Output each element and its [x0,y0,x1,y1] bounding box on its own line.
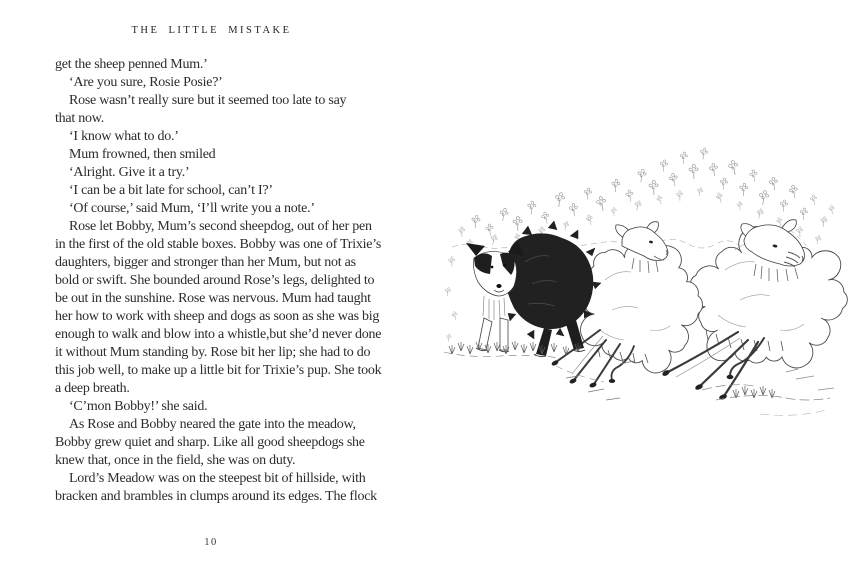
text-line: Mum frowned, then smiled [69,147,216,162]
text-line: that now. [55,111,104,126]
text-line: Lord’s Meadow was on the steepest bit of hillside, with [69,471,366,486]
text-line: ‘I can be a bit late for school, can’t I?’ [69,183,273,198]
sheepdog-and-sheep-illustration [438,138,850,430]
text-line: bracken and brambles in clumps around its edges. The flock [55,489,377,504]
text-line: knew that, once in the field, she was on duty. [55,453,296,468]
text-line: be out in the sunshine. Rose was nervous. Mum had taught [55,291,371,306]
text-line: ‘C’mon Bobby!’ she said. [69,399,208,414]
text-line: this job well, to make up a little bit for Trixie’s pup. She took [55,363,382,378]
text-line: ‘Are you sure, Rosie Posie?’ [69,75,223,90]
text-line: a deep breath. [55,381,130,396]
text-line: in the first of the old stable boxes. Bobby was one of Trixie’s [55,237,382,252]
text-line: it without Mum standing by. Rose bit her lip; she had to do [55,345,371,360]
text-block [55,56,425,506]
text-line: Rose wasn’t really sure but it seemed too late to say [69,93,347,108]
sheepdog-border-collie [466,221,601,357]
text-line: enough to walk and blow into a whistle,but she’d never done [55,327,382,342]
text-line: ‘Alright. Give it a try.’ [69,165,190,180]
page-number: 10 [204,537,218,548]
text-line: bold or swift. She bounded around Rose’s legs, delighted to [55,273,375,288]
text-line: ‘Of course,’ said Mum, ‘I’ll write you a note.’ [69,201,315,216]
text-line: ‘I know what to do.’ [69,129,179,144]
text-line: Rose let Bobby, Mum’s second sheepdog, out of her pen [69,219,372,234]
text-line: Bobby grew quiet and sharp. Like all good sheepdogs she [55,435,365,450]
text-line: As Rose and Bobby neared the gate into the meadow, [69,417,356,432]
text-line: her how to work with sheep and dogs as soon as she was big [55,309,380,324]
text-line: get the sheep penned Mum.’ [55,57,208,72]
text-line: daughters, bigger and stronger than her Mum, but not as [55,255,356,270]
running-head: THE LITTLE MISTAKE [131,25,292,36]
